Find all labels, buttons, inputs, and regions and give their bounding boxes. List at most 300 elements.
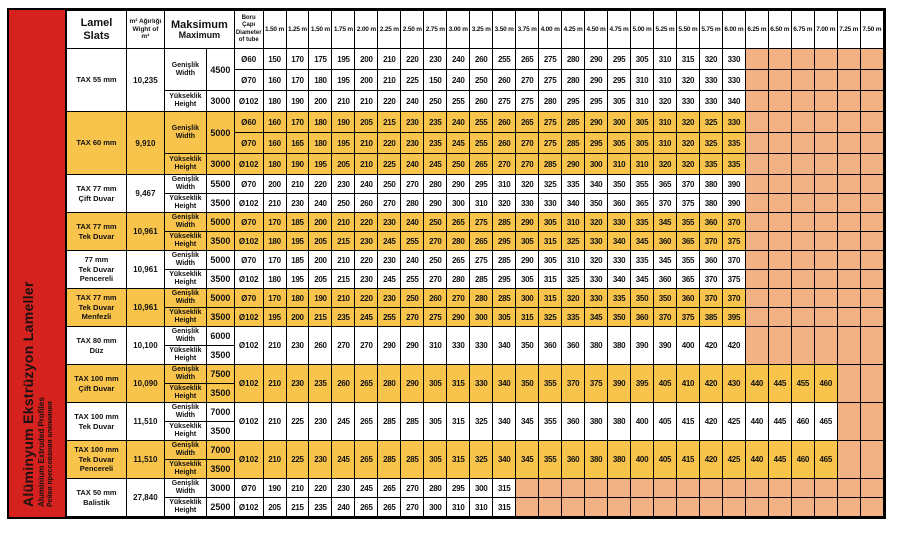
slat-name-cell-line: Tek Duvar [78,231,115,241]
value-cell: 280 [447,270,470,289]
value-cell: 285 [562,133,585,154]
dimension-value-width: 3000 [206,479,234,498]
dimension-value-height: 3500 [206,232,234,251]
header-size: 4.75 m [608,11,631,49]
value-cell: 195 [332,49,355,70]
value-cell: 420 [699,365,722,403]
empty-cell [631,479,654,498]
value-cell: 320 [516,175,539,194]
value-cell: 405 [654,441,677,479]
value-cell: 460 [791,441,814,479]
tube-cell: Ø70 [234,479,263,498]
empty-cell [745,194,768,213]
value-cell: 260 [470,91,493,112]
value-cell: 230 [309,441,332,479]
value-cell: 265 [516,49,539,70]
header-maximum-line: Maksimum [170,18,228,31]
value-cell: 360 [562,441,585,479]
value-cell: 370 [654,194,677,213]
value-cell: 245 [378,270,401,289]
value-cell: 360 [654,270,677,289]
empty-cell [745,498,768,517]
header-size: 4.00 m [539,11,562,49]
value-cell: 360 [539,327,562,365]
dimension-label-height-line: Height [174,355,197,362]
dimension-label-width-line: Genişlik [171,176,199,184]
empty-cell [814,175,837,194]
empty-cell [814,479,837,498]
value-cell: 370 [699,232,722,251]
value-cell: 260 [493,133,516,154]
value-cell: 365 [676,232,699,251]
value-cell: 225 [286,403,309,441]
dimension-label-height [164,232,206,251]
header-size: 3.25 m [470,11,493,49]
dimension-value-height: 3500 [206,194,234,213]
slat-name-cell [67,403,127,441]
dimension-label-width-line: Genişlik [171,328,199,336]
value-cell: 290 [401,327,424,365]
slat-name-cell-line: TAX 100 mm [74,412,119,422]
dimension-value-width: 5000 [206,112,234,154]
value-cell: 275 [539,112,562,133]
header-size: 2.75 m [424,11,447,49]
empty-cell [837,327,860,365]
value-cell: 230 [378,251,401,270]
slat-name-cell-line: TAX 100 mm [74,445,119,455]
value-cell: 220 [355,251,378,270]
value-cell: 270 [378,194,401,213]
value-cell: 360 [699,213,722,232]
value-cell: 265 [355,441,378,479]
table-row [67,175,884,194]
value-cell: 390 [722,175,745,194]
header-lamel-slats [67,11,127,49]
header-tube-diameter-line: Diameter [235,29,262,36]
value-cell: 200 [355,49,378,70]
slat-name-cell-line: Çift Duvar [78,193,115,203]
value-cell: 400 [631,403,654,441]
tube-cell: Ø70 [234,289,263,308]
value-cell: 345 [516,441,539,479]
dimension-label-height-line: Yükseklik [169,93,202,101]
empty-cell [860,154,883,175]
value-cell: 460 [814,365,837,403]
weight-cell: 9,910 [126,112,164,175]
dimension-label-height [164,346,206,365]
value-cell: 315 [447,365,470,403]
dimension-value-height: 3500 [206,384,234,403]
value-cell: 440 [745,441,768,479]
value-cell: 330 [699,91,722,112]
empty-cell [791,498,814,517]
value-cell: 330 [470,327,493,365]
slat-name-cell [67,112,127,175]
value-cell: 215 [309,308,332,327]
dimension-value-height: 3500 [206,346,234,365]
empty-cell [860,498,883,517]
value-cell: 170 [286,112,309,133]
value-cell: 335 [722,154,745,175]
value-cell: 265 [378,479,401,498]
value-cell: 395 [722,308,745,327]
header-size: 5.25 m [654,11,677,49]
value-cell: 285 [493,213,516,232]
value-cell: 270 [493,154,516,175]
value-cell: 320 [493,194,516,213]
value-cell: 310 [470,194,493,213]
value-cell: 320 [676,112,699,133]
empty-cell [768,154,791,175]
header-size: 1.25 m [286,11,309,49]
slat-name-cell-line: Tek Duvar [78,421,115,431]
value-cell: 210 [263,327,286,365]
slat-name-cell-line: TAX 50 mm [76,488,117,498]
value-cell: 175 [309,49,332,70]
empty-cell [860,251,883,270]
empty-cell [837,365,860,403]
value-cell: 240 [355,175,378,194]
empty-cell [814,251,837,270]
value-cell: 315 [676,49,699,70]
value-cell: 230 [286,327,309,365]
table-row [67,441,884,460]
value-cell: 290 [585,49,608,70]
value-cell: 290 [562,154,585,175]
value-cell: 320 [585,213,608,232]
dimension-value-height: 3500 [206,270,234,289]
value-cell: 275 [539,70,562,91]
table-row [67,403,884,422]
empty-cell [654,498,677,517]
value-cell: 405 [654,403,677,441]
value-cell: 270 [447,289,470,308]
value-cell: 295 [447,479,470,498]
value-cell: 280 [562,49,585,70]
value-cell: 265 [355,403,378,441]
dimension-label-width [164,403,206,422]
value-cell: 210 [263,365,286,403]
dimension-label-height [164,422,206,441]
table-row [67,498,884,517]
value-cell: 315 [493,498,516,517]
value-cell: 325 [539,308,562,327]
value-cell: 330 [447,327,470,365]
slat-name-cell [67,49,127,112]
value-cell: 200 [309,91,332,112]
value-cell: 360 [654,232,677,251]
weight-cell: 10,090 [126,365,164,403]
table-row [67,112,884,133]
value-cell: 210 [263,403,286,441]
value-cell: 360 [676,289,699,308]
dimension-value-height: 3500 [206,308,234,327]
value-cell: 160 [263,133,286,154]
value-cell: 245 [332,403,355,441]
table-row [67,251,884,270]
value-cell: 290 [401,365,424,403]
value-cell: 325 [470,441,493,479]
table-row [67,479,884,498]
empty-cell [791,213,814,232]
value-cell: 260 [332,365,355,403]
header-size: 5.50 m [676,11,699,49]
header-size: 2.25 m [378,11,401,49]
table-row [67,270,884,289]
value-cell: 305 [516,232,539,251]
value-cell: 335 [631,251,654,270]
value-cell: 370 [676,175,699,194]
empty-cell [791,270,814,289]
value-cell: 245 [424,154,447,175]
empty-cell [791,194,814,213]
value-cell: 210 [263,194,286,213]
value-cell: 370 [722,213,745,232]
value-cell: 320 [676,154,699,175]
value-cell: 315 [493,479,516,498]
value-cell: 240 [401,213,424,232]
value-cell: 230 [378,289,401,308]
header-size: 6.25 m [745,11,768,49]
empty-cell [768,251,791,270]
header-tube-diameter [234,11,263,49]
banner-subtitle-ru: Рейки прессования алюминия [47,401,54,507]
value-cell: 330 [676,91,699,112]
slat-name-cell-line: TAX 55 mm [76,75,117,85]
value-cell: 310 [654,70,677,91]
empty-cell [791,175,814,194]
value-cell: 190 [286,91,309,112]
dimension-label-height-line: Height [174,279,197,286]
empty-cell [768,175,791,194]
value-cell: 165 [286,133,309,154]
value-cell: 340 [585,175,608,194]
value-cell: 210 [332,91,355,112]
value-cell: 365 [676,270,699,289]
value-cell: 265 [516,112,539,133]
header-lamel-slats-line: Lamel [80,17,113,30]
banner-title: Alüminyum Ekstrüzyon Lameller [20,281,36,507]
value-cell: 225 [401,70,424,91]
value-cell: 295 [562,91,585,112]
dimension-value-width: 6000 [206,327,234,346]
weight-cell: 9,467 [126,175,164,213]
value-cell: 270 [401,479,424,498]
empty-cell [699,479,722,498]
value-cell: 180 [286,289,309,308]
header-size: 3.00 m [447,11,470,49]
table-row [67,232,884,251]
value-cell: 240 [401,251,424,270]
value-cell: 335 [608,289,631,308]
value-cell: 215 [378,112,401,133]
dimension-label-width [164,327,206,346]
spec-table-container [7,8,886,519]
value-cell: 255 [401,232,424,251]
value-cell: 195 [286,270,309,289]
empty-cell [745,112,768,133]
value-cell: 340 [493,441,516,479]
header-size: 4.25 m [562,11,585,49]
dimension-label-height [164,91,206,112]
value-cell: 230 [332,175,355,194]
dimension-label-width-line: Genişlik [171,366,199,374]
empty-cell [745,270,768,289]
dimension-label-height-line: Height [174,393,197,400]
empty-cell [837,154,860,175]
value-cell: 270 [516,133,539,154]
dimension-label-height [164,460,206,479]
empty-cell [860,213,883,232]
slat-name-cell-line: TAX 80 mm [76,336,117,346]
table-row [67,213,884,232]
empty-cell [837,270,860,289]
value-cell: 305 [539,251,562,270]
dimension-label-height-line: Height [174,101,197,108]
value-cell: 290 [424,194,447,213]
value-cell: 360 [562,327,585,365]
header-weight [126,11,164,49]
value-cell: 285 [378,441,401,479]
value-cell: 170 [286,70,309,91]
value-cell: 225 [286,441,309,479]
value-cell: 245 [332,441,355,479]
value-cell: 325 [699,112,722,133]
value-cell: 195 [332,133,355,154]
header-weight-line: Wight of m² [132,25,159,41]
value-cell: 190 [286,154,309,175]
header-size: 2.50 m [401,11,424,49]
value-cell: 150 [263,49,286,70]
value-cell: 335 [631,213,654,232]
value-cell: 330 [722,112,745,133]
value-cell: 375 [722,270,745,289]
empty-cell [814,498,837,517]
dimension-label-width-line: Width [175,184,196,191]
value-cell: 285 [562,112,585,133]
value-cell: 260 [424,289,447,308]
value-cell: 280 [378,365,401,403]
empty-cell [562,498,585,517]
value-cell: 195 [309,154,332,175]
value-cell: 180 [263,91,286,112]
value-cell: 335 [562,308,585,327]
tube-cell: Ø70 [234,213,263,232]
value-cell: 230 [401,112,424,133]
value-cell: 210 [378,49,401,70]
dimension-label-width [164,365,206,384]
value-cell: 210 [355,91,378,112]
value-cell: 305 [608,91,631,112]
slat-name-cell-line: Pencereli [79,464,114,474]
value-cell: 285 [539,154,562,175]
table-row [67,91,884,112]
slat-name-cell-line: Düz [89,345,104,355]
value-cell: 370 [562,365,585,403]
empty-cell [837,133,860,154]
empty-cell [837,91,860,112]
empty-cell [837,498,860,517]
value-cell: 300 [470,308,493,327]
value-cell: 380 [585,441,608,479]
tube-cell: Ø102 [234,308,263,327]
table-row [67,327,884,346]
empty-cell [814,270,837,289]
dimension-value-height: 3500 [206,460,234,479]
value-cell: 340 [493,327,516,365]
slat-name-cell-line: 77 mm [84,255,109,265]
value-cell: 380 [585,403,608,441]
header-size: 5.00 m [631,11,654,49]
value-cell: 230 [286,365,309,403]
header-size: 3.75 m [516,11,539,49]
value-cell: 330 [539,194,562,213]
value-cell: 200 [309,251,332,270]
weight-cell: 27,840 [126,479,164,517]
value-cell: 270 [516,70,539,91]
value-cell: 325 [562,232,585,251]
value-cell: 360 [699,251,722,270]
tube-cell: Ø102 [234,365,263,403]
value-cell: 220 [355,213,378,232]
dimension-label-height-line: Yükseklik [169,499,202,507]
value-cell: 285 [378,403,401,441]
empty-cell [608,498,631,517]
value-cell: 290 [378,327,401,365]
dimension-label-height [164,384,206,403]
value-cell: 345 [654,213,677,232]
value-cell: 260 [493,70,516,91]
empty-cell [837,251,860,270]
value-cell: 310 [447,498,470,517]
value-cell: 260 [493,112,516,133]
value-cell: 420 [722,327,745,365]
value-cell: 395 [631,365,654,403]
value-cell: 345 [516,403,539,441]
value-cell: 250 [401,289,424,308]
value-cell: 335 [699,154,722,175]
value-cell: 355 [676,213,699,232]
value-cell: 350 [585,194,608,213]
empty-cell [814,49,837,70]
value-cell: 405 [654,365,677,403]
banner-subtitle-en: Aluminium Extruded Profiles [37,397,46,507]
value-cell: 390 [631,327,654,365]
empty-cell [791,49,814,70]
value-cell: 170 [263,213,286,232]
header-size: 7.25 m [837,11,860,49]
empty-cell [791,112,814,133]
weight-cell: 10,961 [126,213,164,251]
value-cell: 170 [263,251,286,270]
value-cell: 425 [722,403,745,441]
value-cell: 275 [539,49,562,70]
tube-cell: Ø70 [234,251,263,270]
value-cell: 390 [654,327,677,365]
value-cell: 370 [722,251,745,270]
dimension-label-height-line: Yükseklik [169,347,202,355]
header-maximum [164,11,234,49]
empty-cell [745,175,768,194]
value-cell: 335 [722,133,745,154]
empty-cell [860,365,883,403]
dimension-label-width-line: Width [175,374,196,381]
header-tube-diameter-line: of tube [238,37,259,43]
slat-name-cell-line: TAX 100 mm [74,374,119,384]
value-cell: 300 [608,112,631,133]
value-cell: 305 [631,112,654,133]
empty-cell [837,289,860,308]
